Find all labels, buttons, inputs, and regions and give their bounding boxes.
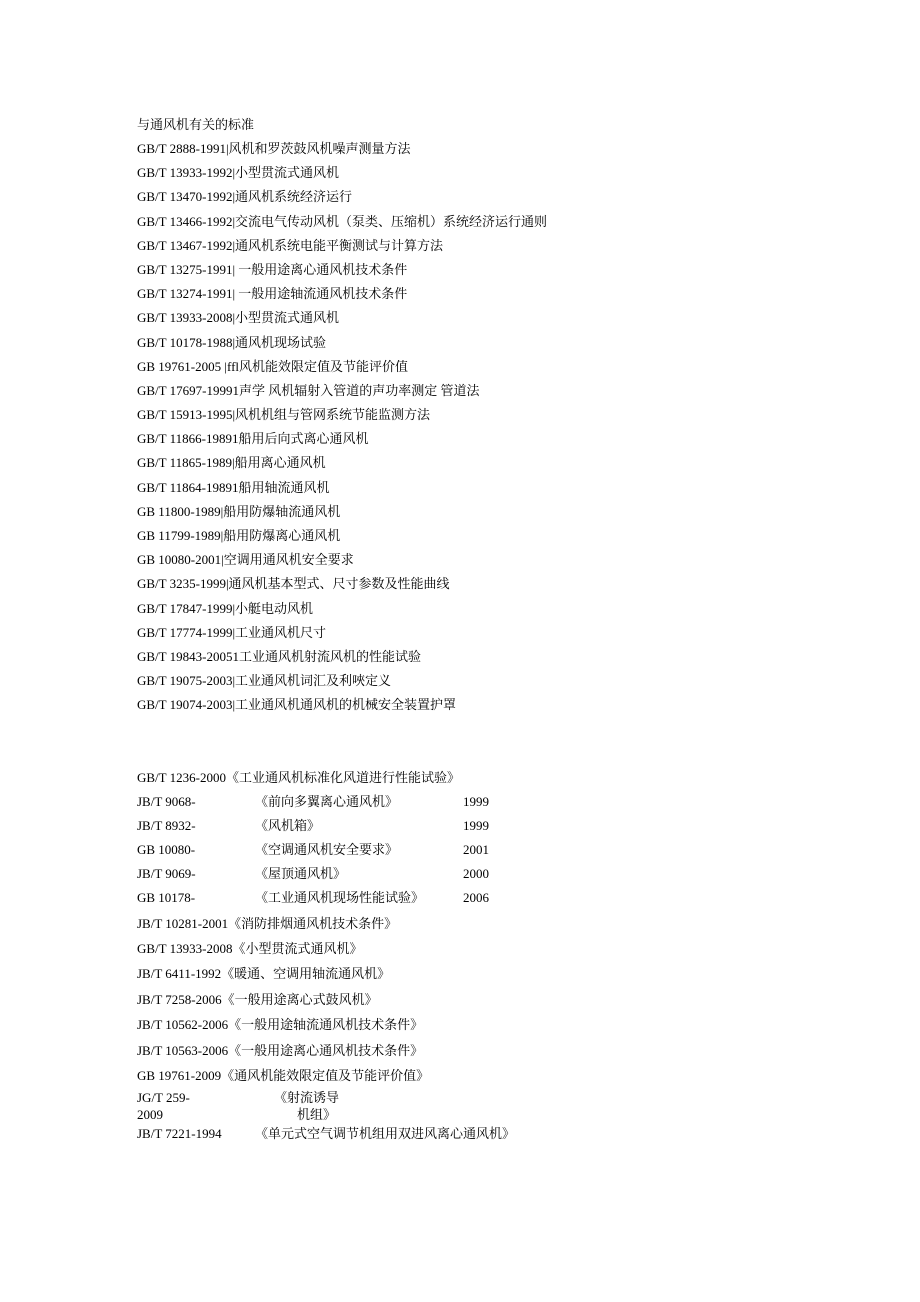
list-item: GB/T 19843-20051工业通风机射流风机的性能试验	[137, 648, 421, 664]
list-item: GB/T 11864-19891船用轴流通风机	[137, 479, 330, 495]
standard-code: JB/T 9068-	[137, 793, 196, 809]
standard-code-line2: 2009	[137, 1107, 163, 1123]
standard-code: JB/T 8932-	[137, 817, 196, 833]
list-item: GB/T 13274-1991| 一般用途轴流通风机技术条件	[137, 286, 408, 302]
list-item: GB 10080-2001|空调用通风机安全要求	[137, 552, 354, 568]
standard-name: 《工业通风机现场性能试验》	[255, 890, 425, 906]
document-body	[137, 113, 837, 1146]
standards-list-3	[137, 911, 837, 1089]
table-row	[137, 1122, 837, 1146]
list-item: GB/T 11865-1989|船用离心通风机	[137, 455, 326, 471]
standards-list-2	[137, 766, 837, 911]
section-spacer	[137, 718, 837, 766]
standard-year: 2006	[463, 890, 489, 906]
list-item: GB/T 13933-2008|小型贯流式通风机	[137, 310, 340, 326]
table-row	[137, 886, 837, 910]
list-item: GB/T 3235-1999|通风机基本型式、尺寸参数及性能曲线	[137, 576, 450, 592]
document-title: 与通风机有关的标准	[137, 117, 255, 132]
split-entry	[137, 1088, 837, 1122]
standard-name: 《风机箱》	[255, 817, 321, 833]
standard-year: 1999	[463, 817, 489, 833]
standard-name-line1: 《射流诱导	[274, 1090, 340, 1106]
standard-code: GB 10080-	[137, 842, 196, 858]
standard-year: 2000	[463, 866, 489, 882]
list-item: GB/T 19074-2003|工业通风机通风机的机械安全装置护罩	[137, 697, 457, 713]
standard-code: JB/T 7221-1994	[137, 1126, 222, 1142]
list-item: GB/T 19075-2003|工业通风机词汇及利唊定义	[137, 673, 392, 689]
list-item: GB 11800-1989|船用防爆轴流通风机	[137, 503, 341, 519]
list-item: GB/T 1236-2000《工业通风机标准化风道进行性能试验》	[137, 769, 460, 785]
list-item: GB/T 11866-19891船用后向式离心通风机	[137, 431, 369, 447]
list-item: JB/T 10563-2006《一般用途离心通风机技术条件》	[137, 1042, 424, 1058]
list-item: GB 19761-2005 |ffl风机能效限定值及节能评价值	[137, 358, 409, 374]
list-item: GB/T 13467-1992|通风机系统电能平衡测试与计算方法	[137, 237, 444, 253]
table-row	[137, 838, 837, 862]
list-item: GB/T 13933-2008《小型贯流式通风机》	[137, 941, 363, 957]
list-item: GB 11799-1989|船用防爆离心通风机	[137, 528, 341, 543]
standard-code: GB 10178-	[137, 890, 196, 906]
list-item: JB/T 6411-1992《暖通、空调用轴流通风机》	[137, 966, 391, 982]
list-item: GB/T 13933-1992|小型贯流式通风机	[137, 165, 340, 181]
list-item: GB/T 17774-1999|工业通风机尺寸	[137, 624, 327, 640]
list-item: GB 19761-2009《通风机能效限定值及节能评价值》	[137, 1067, 430, 1083]
list-item: GB/T 17697-19991声学 风机辐射入管道的声功率测定 管道法	[137, 382, 480, 398]
list-item: JB/T 10562-2006《一般用途轴流通风机技术条件》	[137, 1017, 424, 1033]
list-item: JB/T 7258-2006《一般用途离心式鼓风机》	[137, 991, 378, 1007]
standard-name: 《前向多翼离心通风机》	[255, 793, 399, 809]
standard-code: JB/T 9069-	[137, 866, 196, 882]
standard-name-line2: 机组》	[297, 1107, 337, 1123]
standard-name: 《屋顶通风机》	[255, 866, 347, 882]
list-item: GB/T 13275-1991| 一般用途离心通风机技术条件	[137, 261, 408, 277]
list-item: GB/T 13470-1992|通风机系统经济运行	[137, 189, 353, 205]
table-row	[137, 814, 837, 838]
standard-name: 《单元式空气调节机组用双进风离心通风机》	[255, 1126, 516, 1142]
list-item: GB/T 10178-1988|通风机现场试验	[137, 334, 327, 350]
standard-name: 《空调通风机安全要求》	[255, 842, 399, 858]
list-item: GB/T 13466-1992|交流电气传动风机（泵类、压缩机）系统经济运行通则	[137, 213, 548, 229]
list-item: GB/T 15913-1995|风机机组与管网系统节能监测方法	[137, 407, 431, 423]
table-row	[137, 790, 837, 814]
list-item: GB/T 2888-1991|风机和罗茨鼓风机噪声测量方法	[137, 141, 411, 156]
standards-list-1	[137, 137, 837, 718]
list-item: JB/T 10281-2001《消防排烟通风机技术条件》	[137, 915, 398, 931]
standard-year: 2001	[463, 842, 489, 858]
standard-year: 1999	[463, 793, 489, 809]
standard-code-line1: JG/T 259-	[137, 1090, 190, 1106]
list-item: GB/T 17847-1999|小艇电动风机	[137, 600, 314, 616]
table-row	[137, 862, 837, 886]
